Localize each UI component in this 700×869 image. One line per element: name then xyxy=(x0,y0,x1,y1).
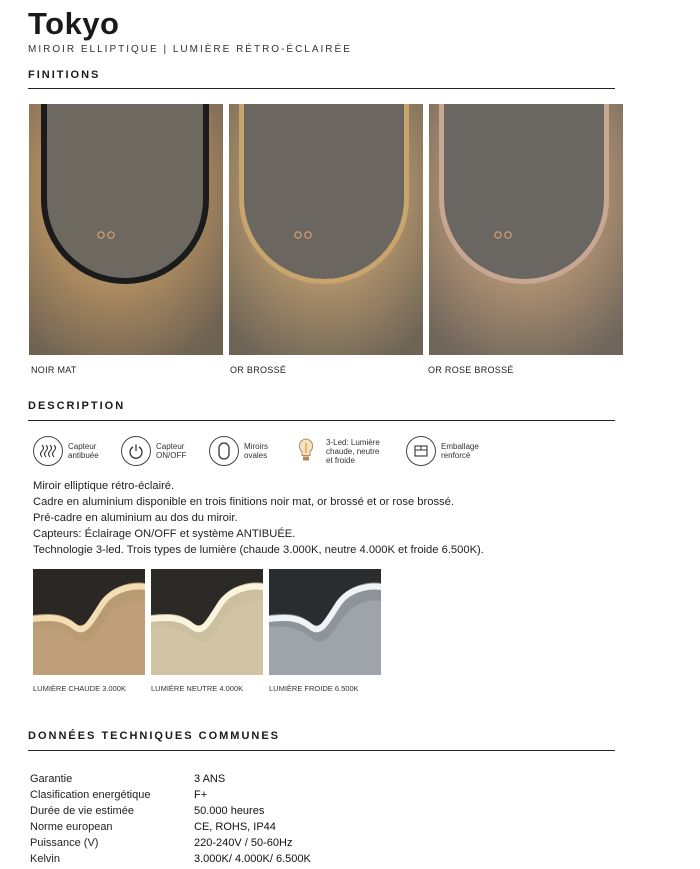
mirror-glass xyxy=(47,104,203,278)
light-temperature-image-neutral xyxy=(151,569,263,675)
spec-value: 3.000K/ 4.000K/ 6.500K xyxy=(194,853,311,865)
light-temperature-label-warm: LUMIÈRE CHAUDE 3.000K xyxy=(33,684,126,693)
spec-key: Durée de vie estimée xyxy=(30,805,134,817)
spec-value: 220-240V / 50-60Hz xyxy=(194,837,293,849)
description-line: Capteurs: Éclairage ON/OFF et système ANTIBUÉE. xyxy=(33,528,296,540)
feature-oval-mirror xyxy=(209,436,268,466)
light-temperature-image-cold xyxy=(269,569,381,675)
anti-fog-icon xyxy=(33,436,63,466)
specs-heading: DONNÉES TECHNIQUES COMMUNES xyxy=(28,730,281,742)
spec-key: Puissance (V) xyxy=(30,837,99,849)
spec-key: Norme european xyxy=(30,821,113,833)
finitions-divider xyxy=(28,88,615,89)
spec-key: Garantie xyxy=(30,773,73,785)
finish-label-noir-mat: NOIR MAT xyxy=(31,365,77,375)
light-temperature-label-neutral: LUMIÈRE NEUTRE 4.000K xyxy=(151,684,244,693)
feature-package xyxy=(406,436,479,466)
finish-image-or-brosse xyxy=(229,104,423,355)
mirror-glass xyxy=(444,104,604,279)
page-subtitle: MIROIR ELLIPTIQUE | LUMIÈRE RÉTRO-ÉCLAIRÉE xyxy=(28,44,352,55)
feature-3-led xyxy=(291,436,380,466)
spec-value: 50.000 heures xyxy=(194,805,265,817)
feature-label: Miroirs ovales xyxy=(244,442,268,460)
description-line: Cadre en aluminium disponible en trois finitions noir mat, or brossé et or rose brossé. xyxy=(33,496,454,508)
description-line: Miroir elliptique rétro-éclairé. xyxy=(33,480,175,492)
feature-label: Capteur antibuée xyxy=(68,442,99,460)
finish-image-or-rose-brosse xyxy=(429,104,623,355)
spec-key: Clasification energétique xyxy=(30,789,151,801)
description-heading: DESCRIPTION xyxy=(28,400,126,412)
finitions-heading: FINITIONS xyxy=(28,69,101,81)
finish-image-noir-mat xyxy=(29,104,223,355)
page-title: Tokyo xyxy=(28,6,120,41)
description-line: Pré-cadre en aluminium au dos du miroir. xyxy=(33,512,238,524)
package-icon xyxy=(406,436,436,466)
light-temperature-image-warm xyxy=(33,569,145,675)
feature-power xyxy=(121,436,186,466)
description-divider xyxy=(28,420,615,421)
bulb-icon xyxy=(291,436,321,466)
description-line: Technologie 3-led. Trois types de lumière (chaude 3.000K, neutre 4.000K et froide 6.500K). xyxy=(33,544,484,556)
power-icon xyxy=(121,436,151,466)
feature-anti-fog xyxy=(33,436,99,466)
mirror-glass xyxy=(244,104,404,279)
spec-value: 3 ANS xyxy=(194,773,226,785)
spec-key: Kelvin xyxy=(30,853,60,865)
spec-value: CE, ROHS, IP44 xyxy=(194,821,276,833)
spec-value: F+ xyxy=(194,789,208,801)
light-temperature-label-cold: LUMIÈRE FROIDE 6.500K xyxy=(269,684,359,693)
finish-label-or-rose-brosse: OR ROSE BROSSÉ xyxy=(428,365,514,375)
feature-label: Emballage renforcé xyxy=(441,442,479,460)
specs-divider xyxy=(28,750,615,751)
finish-label-or-brosse: OR BROSSÉ xyxy=(230,365,287,375)
feature-label: 3-Led: Lumière chaude, neutre et froide xyxy=(326,437,380,465)
feature-label: Capteur ON/OFF xyxy=(156,442,187,460)
oval-mirror-icon xyxy=(209,436,239,466)
